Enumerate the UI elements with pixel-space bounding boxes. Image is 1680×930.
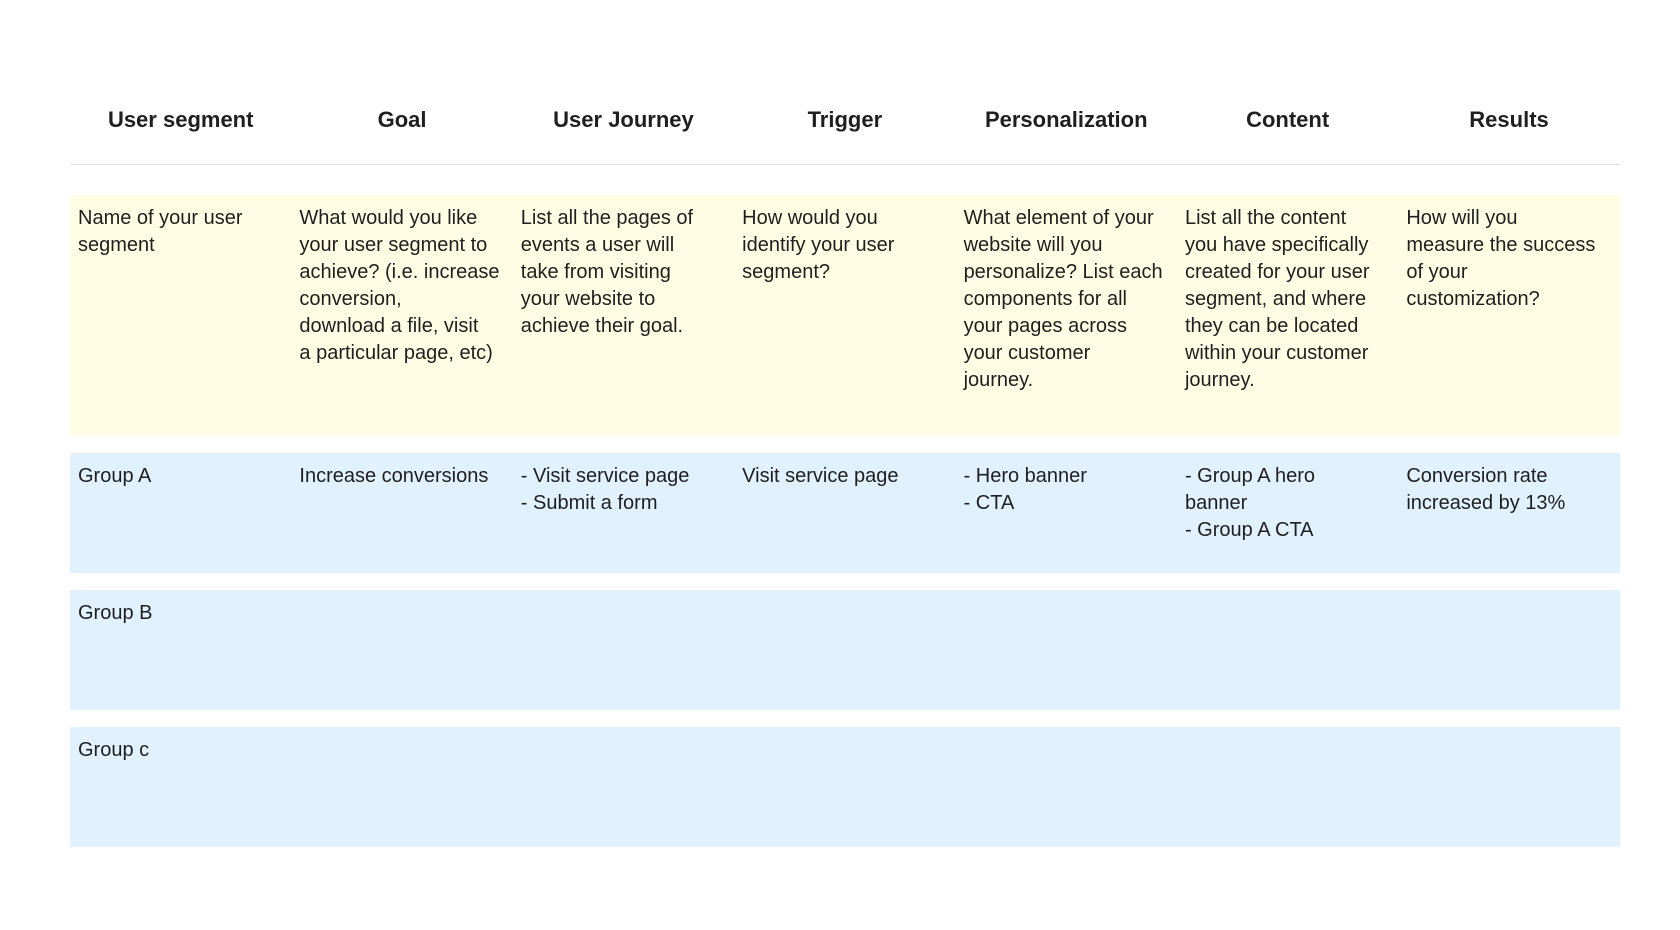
cell-user-segment[interactable]: Group B: [78, 602, 153, 624]
cell-user-journey[interactable]: List all the pages of events a user will take from visiting your website to achieve their goal.: [520, 207, 694, 337]
header-user-journey: User Journey: [553, 107, 694, 132]
cell-results[interactable]: [1398, 727, 1619, 847]
cell-goal[interactable]: What would you like your user segment to achieve? (i.e. increase conversion, download a file, visit a particular page, etc): [299, 207, 500, 364]
cell-personalization[interactable]: [956, 590, 1177, 710]
cell-user-segment[interactable]: Group c: [78, 739, 150, 761]
cell-results[interactable]: Conversion rate increased by 13%: [1406, 465, 1566, 514]
cell-results[interactable]: How will you measure the success of your customization?: [1406, 207, 1596, 310]
header-goal: Goal: [377, 107, 427, 132]
cell-user-journey[interactable]: [513, 727, 734, 847]
cell-trigger[interactable]: [734, 590, 955, 710]
cell-content[interactable]: [1177, 727, 1398, 847]
header-user-segment: User segment: [107, 107, 254, 132]
group-c-row[interactable]: [70, 727, 1620, 847]
group-b-row[interactable]: [70, 590, 1620, 710]
cell-personalization[interactable]: [956, 727, 1177, 847]
header-divider: [70, 164, 1620, 165]
cell-personalization[interactable]: - Hero banner - CTA: [963, 465, 1087, 514]
header-results: Results: [1469, 107, 1549, 132]
group-a-row[interactable]: [70, 453, 1620, 573]
cell-user-journey[interactable]: - Visit service page - Submit a form: [520, 465, 690, 514]
cell-goal[interactable]: [291, 727, 512, 847]
cell-content[interactable]: List all the content you have specifically created for your user segment, and where they can be located within your customer journey.: [1184, 207, 1370, 391]
cell-goal[interactable]: Increase conversions: [299, 465, 489, 487]
header-trigger: Trigger: [807, 107, 883, 132]
header-personalization: Personalization: [984, 107, 1148, 132]
cell-goal[interactable]: [291, 590, 512, 710]
cell-trigger[interactable]: Visit service page: [742, 465, 899, 487]
table-header: [70, 95, 1620, 145]
template-row[interactable]: [70, 195, 1620, 436]
cell-results[interactable]: [1398, 590, 1619, 710]
header-content: Content: [1246, 107, 1330, 132]
cell-personalization[interactable]: What element of your website will you personalize? List each components for all your pages across your customer journey.: [963, 207, 1163, 391]
cell-trigger[interactable]: How would you identify your user segment?: [742, 207, 895, 283]
cell-user-segment[interactable]: Group A: [78, 465, 152, 487]
cell-user-segment[interactable]: Name of your user segment: [78, 207, 243, 256]
cell-content[interactable]: [1177, 590, 1398, 710]
cell-content[interactable]: - Group A hero banner - Group A CTA: [1184, 465, 1316, 541]
cell-user-journey[interactable]: [513, 590, 734, 710]
cell-trigger[interactable]: [734, 727, 955, 847]
